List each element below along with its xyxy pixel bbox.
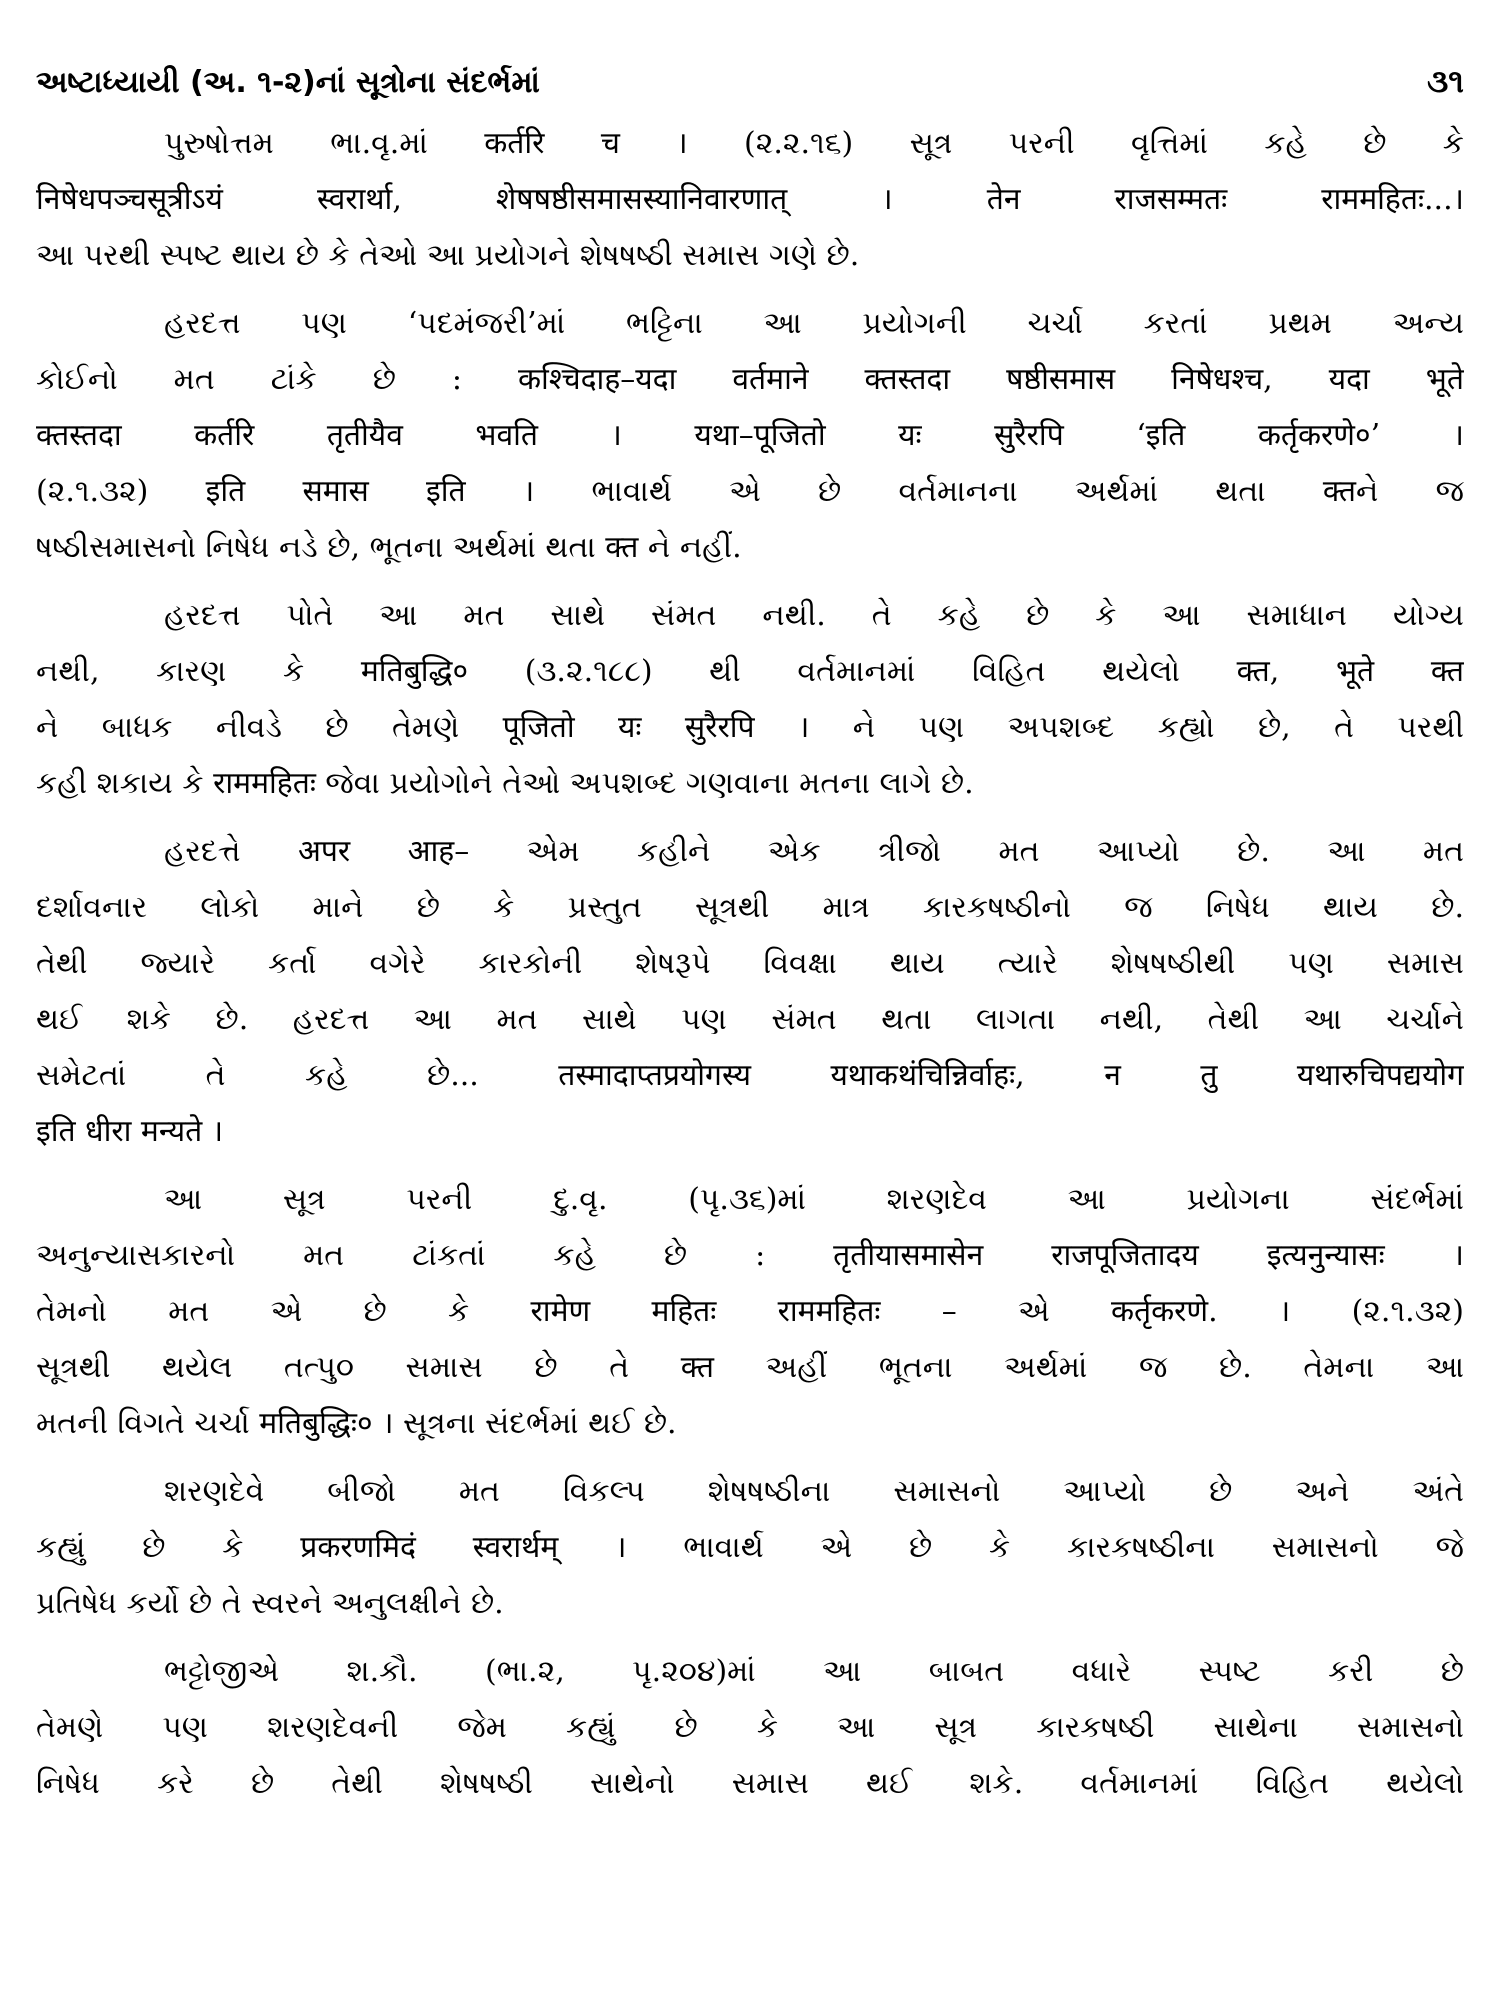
text-line: इति धीरा मन्यते । <box>36 1114 224 1149</box>
text-line: निषेधपञ्चसूत्रीऽयं स्वरार्था, शेषषष्ठीसमासस्यानिवारणात् । तेन राजसम्मतः राममहितः...। <box>36 182 1464 217</box>
text-line: પ્રતિષેધ કર્યો છે તે સ્વરને અનુલક્ષીને છે. <box>36 1586 504 1621</box>
text-line: સૂત્રથી થયેલ તત્પુ૦ સમાસ છે તે क्त અહીં ભૂતના અર્થમાં જ છે. તેમના આ <box>36 1350 1464 1385</box>
text-line: હરદત્તે अपर आह– એમ કહીને એક ત્રીજો મત આપ્યો છે. આ મત <box>164 834 1464 869</box>
text-line: હરદત્ત પોતે આ મત સાથે સંમત નથી. તે કહે છે કે આ સમાધાન યોગ્ય <box>164 598 1464 633</box>
paragraph-4 <box>36 824 1464 1160</box>
text-line: દર્શાવનાર લોકો માને છે કે પ્રસ્તુત સૂત્રથી માત્ર કારકષષ્ઠીનો જ નિષેધ થાય છે. <box>36 890 1464 925</box>
text-line: પુરુષોત્તમ ભા.વૃ.માં कर्तरि च । (૨.૨.૧૬) સૂત્ર પરની વૃત્તિમાં કહે છે કે <box>164 126 1464 161</box>
text-line: શરણદેવે બીજો મત વિકલ્પ શેષષષ્ઠીના સમાસનો આપ્યો છે અને અંતે <box>164 1474 1464 1509</box>
text-line: તેમનો મત એ છે કે रामेण महितः राममहितः – એ कर्तृकरणे. । (૨.૧.૩૨) <box>36 1294 1464 1329</box>
text-line: કહ્યું છે કે प्रकरणमिदं स्वरार्थम् । ભાવાર્થ એ છે કે કારકષષ્ઠીના સમાસનો જે <box>36 1530 1464 1565</box>
text-line: ષષ્ઠીસમાસનો નિષેધ નડે છે, ભૂતના અર્થમાં થતા क्त ને નહીં. <box>36 530 742 565</box>
text-line: કોઈનો મત ટાંકે છે : कश्चिदाह–यदा वर्तमाने क्तस्तदा षष्ठीसमास निषेधश्च, यदा भूते <box>36 362 1464 397</box>
text-line: તેમણે પણ શરણદેવની જેમ કહ્યું છે કે આ સૂત્ર કારકષષ્ઠી સાથેના સમાસનો <box>36 1710 1464 1745</box>
paragraph-2 <box>36 296 1464 576</box>
text-line: ભટ્ટોજીએ શ.કૌ. (ભા.૨, પૃ.૨૦૪)માં આ બાબત વધારે સ્પષ્ટ કરી છે <box>164 1654 1464 1689</box>
text-line: હરદત્ત પણ ‘પદમંજરી’માં ભટ્ટિના આ પ્રયોગની ચર્ચા કરતાં પ્રથમ અન્ય <box>164 306 1464 341</box>
paragraph-3 <box>36 588 1464 812</box>
text-line: કહી શકાય કે राममहितः જેવા પ્રયોગોને તેઓ અપશબ્દ ગણવાના મતના લાગે છે. <box>36 766 974 801</box>
text-line: મતની વિગતે ચર્ચા मतिबुद्धिः० । સૂત્રના સંદર્ભમાં થઈ છે. <box>36 1406 677 1441</box>
text-line: તેથી જ્યારે કર્તા વગેરે કારકોની શેષરૂપે વિવક્ષા થાય ત્યારે શેષષષ્ઠીથી પણ સમાસ <box>36 946 1464 981</box>
body-text <box>36 116 1464 1960</box>
text-line: નિષેધ કરે છે તેથી શેષષષ્ઠી સાથેનો સમાસ થઈ શકે. વર્તમાનમાં વિહિત થયેલો <box>36 1766 1464 1801</box>
text-line: થઈ શકે છે. હરદત્ત આ મત સાથે પણ સંમત થતા લાગતા નથી, તેથી આ ચર્ચાને <box>36 1002 1464 1037</box>
paragraph-7 <box>36 1644 1464 1812</box>
paragraph-1 <box>36 116 1464 284</box>
paragraph-5 <box>36 1172 1464 1452</box>
text-line: આ પરથી સ્પષ્ટ થાય છે કે તેઓ આ પ્રયોગને શેષષષ્ઠી સમાસ ગણે છે. <box>36 238 860 273</box>
text-line: અનુન્યાસકારનો મત ટાંકતાં કહે છે : तृतीयासमासेन राजपूजितादय इत्यनुन्यासः । <box>36 1238 1464 1273</box>
running-title: અષ્ટાધ્યાયી (અ. ૧-૨)નાં સૂત્રોના સંદર્ભમાં <box>36 65 540 100</box>
text-line: આ સૂત્ર પરની દુ.વૃ. (પૃ.૩૬)માં શરણદેવ આ પ્રયોગના સંદર્ભમાં <box>164 1182 1464 1217</box>
text-line: क्तस्तदा कर्तरि तृतीयैव भवति । यथा–पूजितो यः सुरैरपि ‘इति कर्तृकरणे०’ । <box>36 418 1464 453</box>
text-line: નથી, કારણ કે मतिबुद्धि० (૩.૨.૧૮૮) થી વર્તમાનમાં વિહિત થયેલો क्त, भूते क्त <box>36 654 1464 689</box>
text-line: (૨.૧.૩૨) इति समास इति । ભાવાર્થ એ છે વર્તમાનના અર્થમાં થતા क्तને જ <box>36 474 1464 509</box>
running-header <box>36 62 1464 106</box>
page-number: ૩૧ <box>1427 62 1464 100</box>
text-line: સમેટતાં તે કહે છે... तस्मादाप्तप्रयोगस्य यथाकथंचिन्निर्वाहः, न तु यथारुचिपद्ययोग <box>36 1058 1464 1093</box>
text-line: ને બાધક નીવડે છે તેમણે पूजितो यः सुरैरपि । ને પણ અપશબ્દ કહ્યો છે, તે પરથી <box>36 710 1464 745</box>
paragraph-6 <box>36 1464 1464 1632</box>
